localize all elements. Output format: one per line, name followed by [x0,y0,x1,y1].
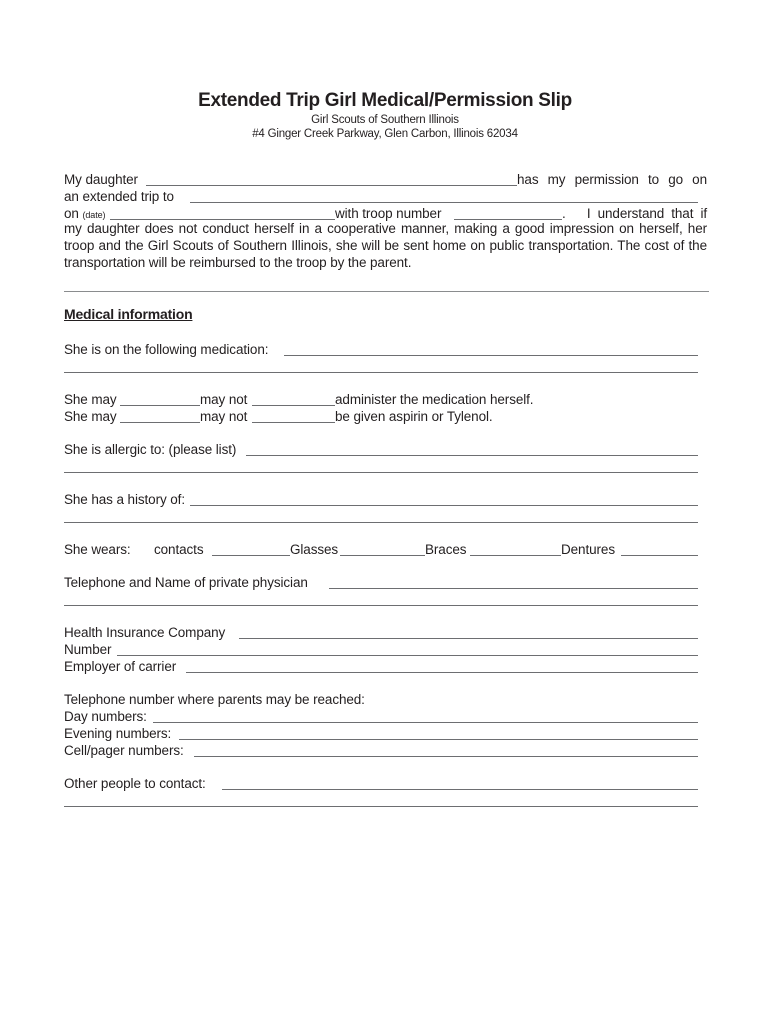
physician-field[interactable] [329,588,698,589]
cell-numbers-line [64,742,706,759]
understand-label: . I understand that if [562,206,707,221]
section-divider [64,291,709,292]
daughter-line [64,171,706,188]
evening-numbers-label: Evening numbers: [64,726,172,741]
other-contacts-field-continued[interactable] [64,806,698,807]
my-daughter-label: My daughter [64,172,138,187]
troop-number-label: with troop number [335,206,442,221]
history-line [64,491,706,508]
medication-label: She is on the following medication: [64,342,269,357]
employer-label: Employer of carrier [64,659,177,674]
braces-field[interactable] [470,555,561,556]
medication-line [64,341,706,358]
aspirin-may-field[interactable] [120,422,200,423]
physician-label: Telephone and Name of private physician [64,575,308,590]
allergy-label: She is allergic to: (please list) [64,442,237,457]
trip-date-field[interactable] [110,219,335,220]
evening-numbers-line [64,725,706,742]
medication-field[interactable] [284,355,698,356]
cell-numbers-label: Cell/pager numbers: [64,743,184,758]
date-hint: (date) [82,210,106,220]
dentures-field[interactable] [621,555,698,556]
dentures-label: Dentures [561,542,615,557]
wears-label: She wears: [64,542,131,557]
on-label: on [64,206,79,221]
physician-line [64,574,706,591]
allergy-field-continued[interactable] [64,472,698,473]
may-not-label: may not [200,392,248,407]
troop-number-field[interactable] [454,219,562,220]
administer-line [64,391,706,408]
other-contacts-line [64,775,706,792]
may-not-label: may not [200,409,248,424]
conduct-paragraph: my daughter does not conduct herself in a cooperative manner, making a good impression on herself, her troop and the Girl Scouts of Southern Illinois, she will be sent home on public transportation. The cost of the transportation will be reimbursed to the troop by the parent. [64,221,707,270]
medical-heading: Medical information [64,306,193,322]
evening-numbers-field[interactable] [179,739,698,740]
insurance-line [64,624,706,641]
organization-address: #4 Ginger Creek Parkway, Glen Carbon, Illinois 62034 [252,128,518,140]
physician-field-continued[interactable] [64,605,698,606]
history-label: She has a history of: [64,492,185,507]
daughter-name-field[interactable] [146,185,517,186]
organization-name: Girl Scouts of Southern Illinois [311,114,459,126]
glasses-label: Glasses [290,542,339,557]
administer-may-not-field[interactable] [252,405,335,406]
other-contacts-label: Other people to contact: [64,776,206,791]
aspirin-line [64,408,706,425]
trip-destination-field[interactable] [190,202,698,203]
trip-line [64,188,706,205]
insurance-label: Health Insurance Company [64,625,226,640]
administer-may-field[interactable] [120,405,200,406]
allergy-line [64,441,706,458]
glasses-field[interactable] [340,555,425,556]
aspirin-label: be given aspirin or Tylenol. [335,409,493,424]
aspirin-may-not-field[interactable] [252,422,335,423]
page-title: Extended Trip Girl Medical/Permission Slip [198,90,572,111]
history-field[interactable] [190,505,698,506]
day-numbers-label: Day numbers: [64,709,147,724]
insurance-number-field[interactable] [117,655,698,656]
parents-phone-line [64,691,706,708]
other-contacts-field[interactable] [222,789,698,790]
administer-label: administer the medication herself. [335,392,534,407]
employer-line [64,658,706,675]
number-label: Number [64,642,112,657]
day-numbers-field[interactable] [153,722,698,723]
extended-trip-label: an extended trip to [64,189,174,204]
contacts-field[interactable] [212,555,290,556]
she-may-label: She may [64,409,117,424]
employer-field[interactable] [186,672,698,673]
contacts-label: contacts [154,542,204,557]
braces-label: Braces [425,542,467,557]
medication-field-continued[interactable] [64,372,698,373]
insurance-number-line [64,641,706,658]
history-field-continued[interactable] [64,522,698,523]
day-numbers-line [64,708,706,725]
cell-numbers-field[interactable] [194,756,698,757]
has-permission-label: has my permission to go on [517,172,707,187]
insurance-company-field[interactable] [239,638,698,639]
parents-phone-label: Telephone number where parents may be reached: [64,692,365,707]
she-may-label: She may [64,392,117,407]
allergy-field[interactable] [246,455,698,456]
wears-line [64,541,706,558]
